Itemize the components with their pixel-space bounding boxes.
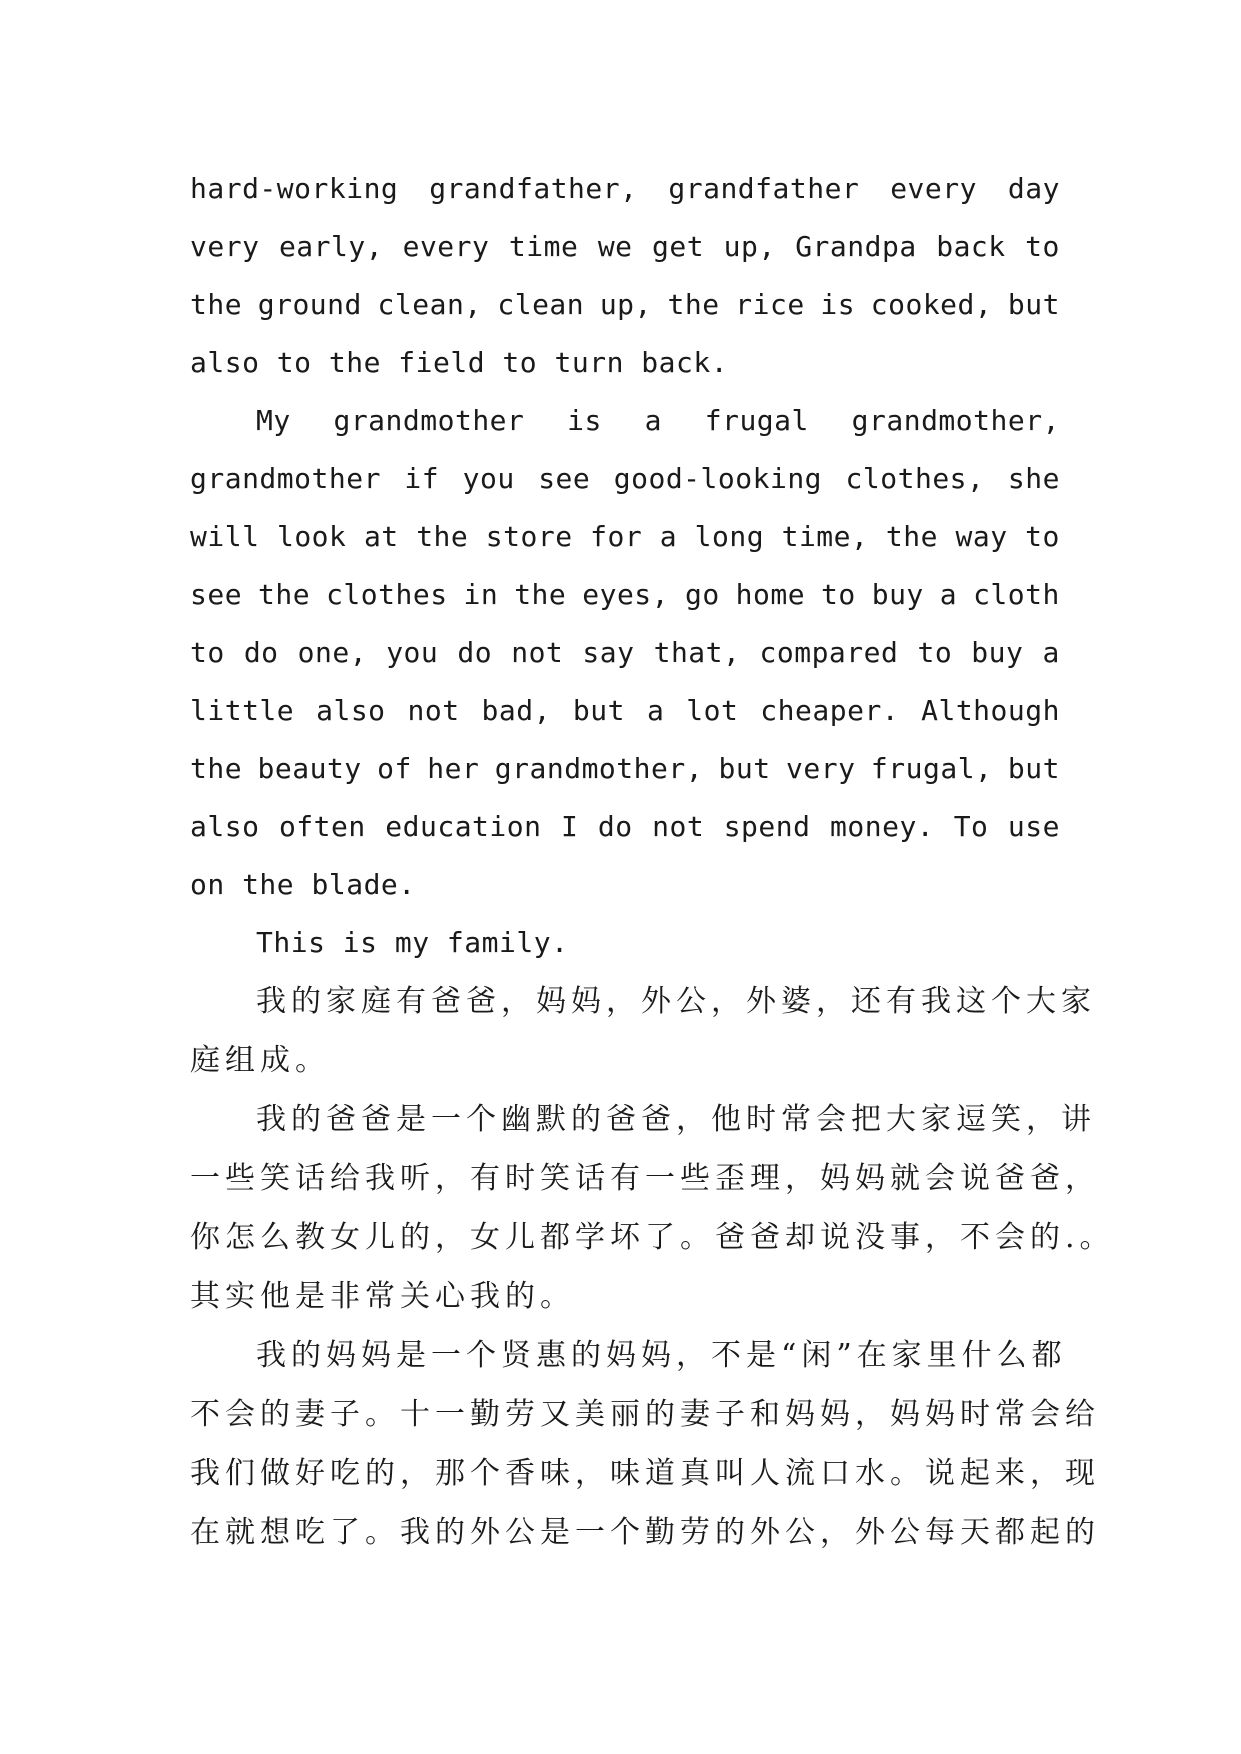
word: grandmother, <box>494 752 704 785</box>
word: I <box>561 810 579 843</box>
chinese-text-line <box>190 1444 1100 1503</box>
word: a <box>939 578 958 611</box>
word: the <box>190 288 243 321</box>
word: see <box>538 462 591 495</box>
word: every <box>402 230 490 263</box>
word: one, <box>297 636 368 669</box>
word: home <box>735 578 806 611</box>
chinese-text-line <box>190 1149 1100 1208</box>
word: beauty <box>257 752 362 785</box>
word: for <box>590 520 643 553</box>
word: the <box>514 578 567 611</box>
word: the <box>258 578 311 611</box>
line-text: 庭组成。 <box>190 1043 330 1078</box>
word: education <box>385 810 542 843</box>
line-text: on the blade. <box>190 868 416 901</box>
word: to <box>917 636 953 669</box>
english-text-line <box>190 160 1060 218</box>
line-text: 我的爸爸是一个幽默的爸爸，他时常会把大家逗笑，讲 <box>256 1102 1096 1137</box>
word: clean <box>497 288 585 321</box>
word: the <box>885 520 938 553</box>
english-text-line <box>190 682 1060 740</box>
word: in <box>463 578 499 611</box>
word: very <box>190 230 260 263</box>
word: clothes <box>326 578 448 611</box>
word: the <box>667 288 720 321</box>
word: is <box>820 288 856 321</box>
word: go <box>684 578 720 611</box>
word: will <box>190 520 260 553</box>
word: early, <box>278 230 384 263</box>
word: often <box>278 810 366 843</box>
word: also <box>316 694 386 727</box>
word: a <box>659 520 678 553</box>
word: every <box>890 172 977 205</box>
english-text-line <box>190 392 1060 450</box>
word: way <box>955 520 1008 553</box>
word: her <box>427 752 480 785</box>
chinese-text-line <box>190 1385 1100 1444</box>
word: clothes, <box>845 462 985 495</box>
word: the <box>190 752 243 785</box>
word: the <box>416 520 469 553</box>
word: at <box>363 520 399 553</box>
word: little <box>190 694 295 727</box>
word: also <box>190 810 260 843</box>
line-text: 在就想吃了。我的外公是一个勤劳的外公，外公每天都起的 <box>190 1515 1100 1550</box>
word: a <box>1042 636 1060 669</box>
word: time, <box>781 520 869 553</box>
word: good-looking <box>613 462 823 495</box>
chinese-text-line <box>190 1031 1060 1090</box>
word: she <box>1007 462 1060 495</box>
word: a <box>644 404 662 437</box>
word: of <box>377 752 412 785</box>
line-text: 不会的妻子。十一勤劳又美丽的妻子和妈妈，妈妈时常会给 <box>190 1397 1100 1432</box>
word: up, <box>599 288 652 321</box>
english-text-line <box>190 566 1060 624</box>
document-body <box>190 160 1115 1562</box>
word: grandfather, <box>429 172 638 205</box>
word: clean, <box>377 288 482 321</box>
word: up, <box>723 230 776 263</box>
word: but <box>718 752 771 785</box>
english-text-line <box>190 740 1060 798</box>
word: eyes, <box>582 578 670 611</box>
word: but <box>1007 752 1060 785</box>
word: buy <box>971 636 1024 669</box>
word: not <box>652 810 705 843</box>
english-text-line <box>190 334 1060 392</box>
chinese-text-line <box>190 1267 1060 1326</box>
chinese-text-line <box>190 1503 1100 1562</box>
word: to <box>1025 520 1060 553</box>
word: look <box>276 520 347 553</box>
line-text: 你怎么教女儿的，女儿都学坏了。爸爸却说没事，不会的.。 <box>190 1220 1115 1255</box>
word: to <box>190 636 225 669</box>
english-text-line <box>190 276 1060 334</box>
english-text-line <box>190 508 1060 566</box>
chinese-text-line <box>190 972 1096 1031</box>
word: grandmother <box>333 404 525 437</box>
english-text-line <box>190 798 1060 856</box>
word: Although <box>921 694 1060 727</box>
word: frugal <box>704 404 809 437</box>
word: we <box>597 230 633 263</box>
word: lot <box>686 694 739 727</box>
word: compared <box>759 636 899 669</box>
word: but <box>572 694 625 727</box>
line-text: This is my family. <box>256 926 569 959</box>
word: My <box>256 404 291 437</box>
word: use <box>1007 810 1060 843</box>
word: a <box>646 694 665 727</box>
word: if <box>404 462 440 495</box>
word: buy <box>871 578 924 611</box>
word: grandmother <box>190 462 381 495</box>
word: get <box>652 230 705 263</box>
word: hard-working <box>190 172 399 205</box>
word: spend <box>723 810 811 843</box>
word: cheaper. <box>760 694 900 727</box>
english-text-line <box>190 450 1060 508</box>
line-text: 一些笑话给我听，有时笑话有一些歪理，妈妈就会说爸爸， <box>190 1161 1100 1196</box>
word: day <box>1007 172 1060 205</box>
word: to <box>1025 230 1060 263</box>
word: rice <box>735 288 805 321</box>
word: you <box>462 462 515 495</box>
word: cloth <box>973 578 1060 611</box>
line-text: 其实他是非常关心我的。 <box>190 1279 575 1314</box>
word: but <box>1007 288 1060 321</box>
line-text: 我的家庭有爸爸，妈妈，外公，外婆，还有我这个大家 <box>256 984 1096 1019</box>
word: that, <box>653 636 741 669</box>
word: grandfather <box>668 172 860 205</box>
english-text-line <box>190 624 1060 682</box>
line-text: 我们做好吃的，那个香味，味道真叫人流口水。说起来，现 <box>190 1456 1100 1491</box>
word: ground <box>257 288 362 321</box>
word: not <box>407 694 460 727</box>
word: Grandpa <box>795 230 917 263</box>
line-text: also to the field to turn back. <box>190 346 729 379</box>
word: long <box>694 520 765 553</box>
line-text: 我的妈妈是一个贤惠的妈妈，不是“闲”在家里什么都 <box>256 1338 1067 1373</box>
word: do <box>243 636 279 669</box>
word: To <box>953 810 989 843</box>
word: to <box>821 578 856 611</box>
word: frugal, <box>870 752 993 785</box>
word: say <box>582 636 635 669</box>
word: is <box>567 404 602 437</box>
word: cooked, <box>870 288 993 321</box>
word: grandmother, <box>851 404 1060 437</box>
word: see <box>190 578 243 611</box>
word: time <box>508 230 579 263</box>
word: you <box>386 636 439 669</box>
word: store <box>485 520 573 553</box>
word: very <box>786 752 856 785</box>
chinese-text-line <box>190 1090 1096 1149</box>
english-text-line <box>190 218 1060 276</box>
word: not <box>511 636 564 669</box>
word: back <box>936 230 1006 263</box>
chinese-text-line <box>190 1326 1067 1385</box>
word: do <box>457 636 493 669</box>
english-text-line <box>190 914 1060 972</box>
english-text-line <box>190 856 1060 914</box>
word: do <box>597 810 633 843</box>
word: bad, <box>481 694 551 727</box>
chinese-text-line <box>190 1208 1115 1267</box>
word: money. <box>830 810 935 843</box>
